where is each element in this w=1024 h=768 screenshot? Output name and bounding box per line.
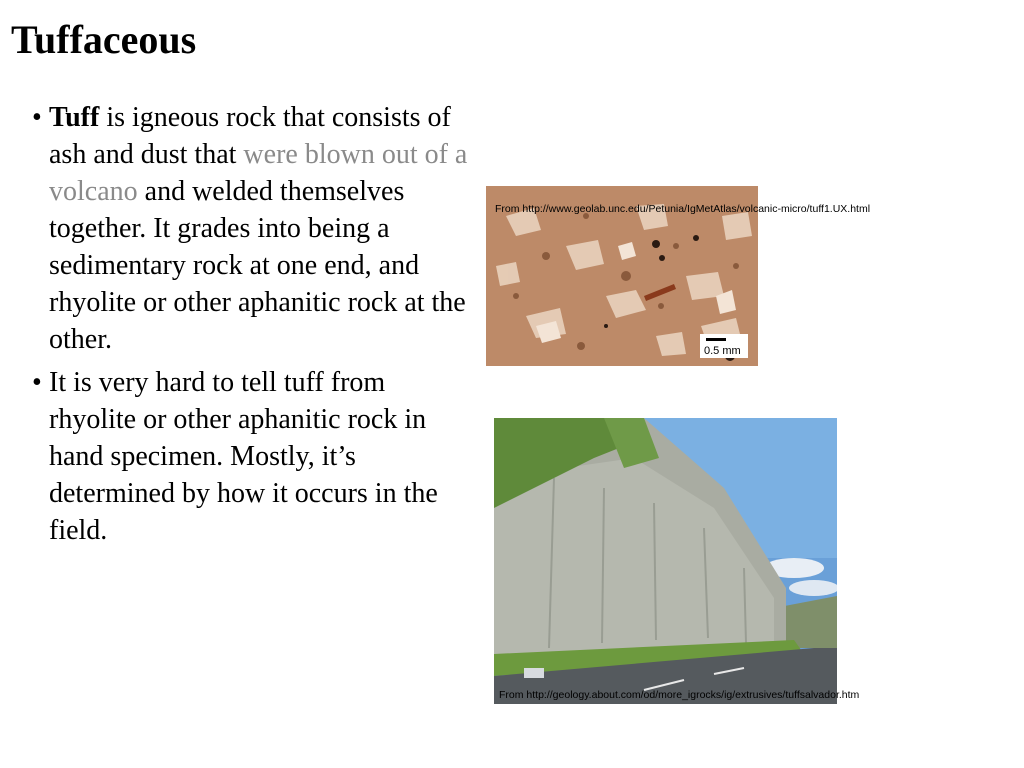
bullet-field-identification [32,364,472,549]
micrograph-source-caption: From http://www.geolab.unc.edu/Petunia/IgMetAtlas/volcanic-micro/tuff1.UX.html [495,203,871,215]
bold-term: Tuff [49,102,100,133]
tuff-roadcut-photo [494,418,837,704]
muted-text: were blown out of a volcano [49,139,468,207]
bullet-text-end: and welded themselves together. It grades into being a sedimentary rock at one end, and rhyolite or other aphanitic rock at the other. [49,176,466,355]
bullet-dot: • [32,102,42,133]
bullet-text: is igneous rock that consists of ash and dust that [49,102,451,170]
bullet-dot: • [32,367,42,398]
slide-title: Tuffaceous [11,17,197,62]
bullet-tuff-definition [32,99,472,358]
bullet-list [32,99,472,555]
bullet-text: It is very hard to tell tuff from rhyolite or other aphanitic rock in hand specimen. Mostly, it’s determined by how it occurs in the field. [49,367,438,546]
scale-bar-label: 0.5 mm [704,345,741,357]
roadcut-source-caption: From http://geology.about.com/od/more_igrocks/ig/extrusives/tuffsalvador.htm [499,689,860,701]
